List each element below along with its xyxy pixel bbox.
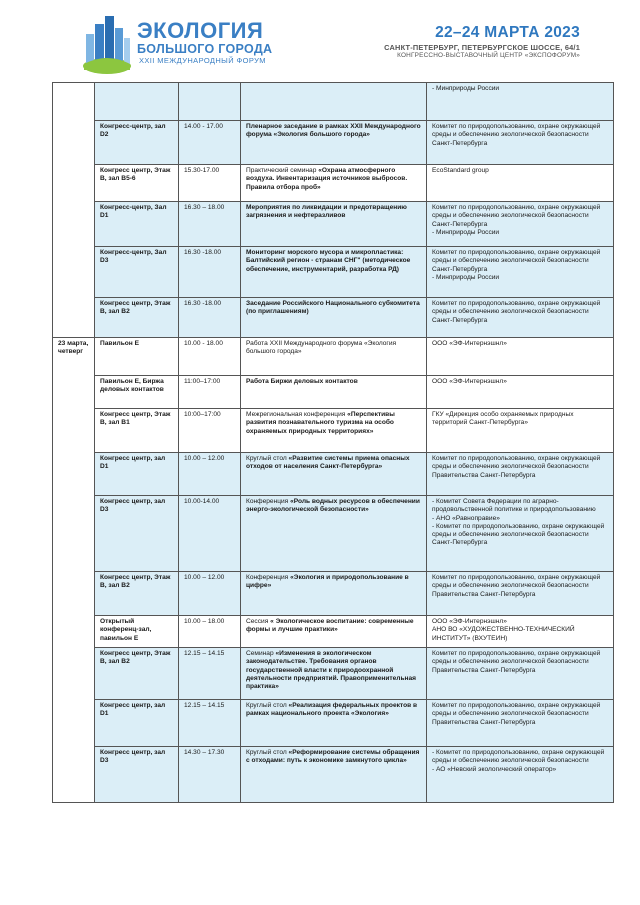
event-type: Круглый стол (246, 749, 289, 756)
organizer-cell: Комитет по природопользованию, охране окружающей среды и обеспечению экологической безопасности Санкт-Петербурга (427, 121, 614, 165)
table-row (53, 572, 614, 616)
time-cell: 16.30 -18.00 (179, 298, 241, 338)
table-row (53, 453, 614, 496)
event-title: «Реализация федеральных проектов в рамках национального проекта «Экология» (246, 702, 418, 718)
location-cell: Конгресс центр, Этаж B, зал B2 (95, 298, 179, 338)
event-type: Межрегиональная конференция (246, 411, 348, 418)
table-row (53, 165, 614, 202)
brand-forum: XXII МЕЖДУНАРОДНЫЙ ФОРУМ (139, 56, 266, 65)
event-cell (241, 202, 427, 247)
event-title: Пленарное заседание в рамках XXII Международного форума «Экология большого города» (246, 123, 421, 139)
location-cell: Конгресс-центр, зал D2 (95, 121, 179, 165)
location-cell: Конгресс центр, Этаж B, зал B2 (95, 572, 179, 616)
event-title: « Экологическое воспитание: современные формы и лучшие практики» (246, 618, 414, 634)
location-cell: Конгресс центр, Этаж B, зал B2 (95, 648, 179, 700)
organizer-cell: Комитет по природопользованию, охране окружающей среды и обеспечению экологической безопасности Санкт-Петербурга (427, 298, 614, 338)
table-row (53, 247, 614, 298)
brand-block (137, 20, 272, 66)
organizer-cell: ООО «ЭФ-Интернэшнл» (427, 338, 614, 376)
event-cell (241, 376, 427, 409)
organizer-cell: ООО «ЭФ-Интернэшнл» (427, 376, 614, 409)
event-type: Круглый стол (246, 702, 289, 709)
table-row (53, 409, 614, 453)
event-info (384, 24, 580, 60)
table-row (53, 648, 614, 700)
event-type: Конференция (246, 574, 291, 581)
location-cell: Павильон Е (95, 338, 179, 376)
location-cell: Открытый конференц-зал, павильон Е (95, 616, 179, 648)
table-row (53, 700, 614, 747)
location-cell: Конгресс-центр, Зал D3 (95, 247, 179, 298)
event-title: Заседание Российского Национального субкомитета (по приглашениям) (246, 300, 420, 316)
table-row (53, 202, 614, 247)
event-cell (241, 700, 427, 747)
table-row (53, 83, 614, 121)
table-row (53, 298, 614, 338)
event-cell (241, 298, 427, 338)
event-type: Работа XXII Международного форума «Экология большого города» (246, 340, 397, 356)
page-header (0, 0, 640, 80)
location-cell (95, 83, 179, 121)
time-cell: 14.00 - 17.00 (179, 121, 241, 165)
time-cell: 12.15 – 14.15 (179, 648, 241, 700)
time-cell: 10.00 – 12.00 (179, 453, 241, 496)
event-cell (241, 247, 427, 298)
event-cell (241, 453, 427, 496)
event-type: Сессия (246, 618, 271, 625)
organizer-cell: ООО «ЭФ-Интернэшнл» АНО ВО «ХУДОЖЕСТВЕННО-ТЕХНИЧЕСКИЙ ИНСТИТУТ» (ВХУТЕИН) (427, 616, 614, 648)
time-cell: 14.30 – 17.30 (179, 747, 241, 803)
event-type: Семинар (246, 650, 276, 657)
event-cell (241, 338, 427, 376)
table-row (53, 747, 614, 803)
time-cell: 11:00–17:00 (179, 376, 241, 409)
location-cell: Конгресс центр, Этаж B, зал B5-6 (95, 165, 179, 202)
table-row (53, 121, 614, 165)
organizer-cell: - Комитет по природопользованию, охране окружающей среды и обеспечению экологической безопасности - АО «Невский экологический оператор» (427, 747, 614, 803)
event-address: САНКТ-ПЕТЕРБУРГ, ПЕТЕРБУРГСКОЕ ШОССЕ, 64/1 (384, 43, 580, 52)
event-type: Круглый стол (246, 455, 289, 462)
time-cell: 15.30-17.00 (179, 165, 241, 202)
organizer-cell: Комитет по природопользованию, охране окружающей среды и обеспечению экологической безопасности Правительства Санкт-Петербурга (427, 572, 614, 616)
day-cell (53, 83, 95, 338)
event-cell (241, 409, 427, 453)
brand-subtitle: БОЛЬШОГО ГОРОДА (137, 42, 273, 56)
location-cell: Конгресс центр, зал D1 (95, 700, 179, 747)
time-cell: 16.30 – 18.00 (179, 202, 241, 247)
location-cell: Конгресс центр, зал D1 (95, 453, 179, 496)
table-row (53, 376, 614, 409)
location-cell: Конгресс центр, зал D3 (95, 496, 179, 572)
organizer-cell: Комитет по природопользованию, охране окружающей среды и обеспечению экологической безопасности Правительства Санкт-Петербурга (427, 700, 614, 747)
event-cell (241, 496, 427, 572)
event-cell (241, 747, 427, 803)
organizer-cell: - Комитет Совета Федерации по аграрно-продовольственной политике и природопользованию - АНО «Равноправие» - Комитет по природопользованию, охране окружающей среды и обеспечению экологической безопасности Санкт-Петербурга (427, 496, 614, 572)
event-title: Мониторинг морского мусора и микропластика: Балтийский регион - странам СНГ" (методическое обеспечение, инструментарий, разработка РД) (246, 249, 411, 273)
event-cell (241, 572, 427, 616)
event-title: Мероприятия по ликвидации и предотвращению загрязнения и нефтеразливов (246, 204, 407, 220)
schedule-table (52, 82, 614, 803)
event-type: Практический семинар (246, 167, 319, 174)
event-title: «Роль водных ресурсов в обеспечении энерго-экологической безопасности» (246, 498, 420, 514)
table-row (53, 616, 614, 648)
event-cell (241, 648, 427, 700)
time-cell: 12.15 – 14.15 (179, 700, 241, 747)
event-title: «Охрана атмосферного воздуха. Инвентаризация источников выбросов. Правила отбора проб» (246, 167, 408, 191)
organizer-cell: Комитет по природопользованию, охране окружающей среды и обеспечению экологической безопасности Санкт-Петербурга - Минприроды России (427, 202, 614, 247)
time-cell (179, 83, 241, 121)
event-cell (241, 616, 427, 648)
time-cell: 16.30 -18.00 (179, 247, 241, 298)
event-title: Работа Биржи деловых контактов (246, 378, 358, 385)
location-cell: Конгресс центр, зал D3 (95, 747, 179, 803)
event-type: Конференция (246, 498, 291, 505)
organizer-cell: Комитет по природопользованию, охране окружающей среды и обеспечению экологической безопасности Правительства Санкт-Петербурга (427, 648, 614, 700)
organizer-cell: Комитет по природопользованию, охране окружающей среды и обеспечению экологической безопасности Санкт-Петербурга - Минприроды России (427, 247, 614, 298)
table-row (53, 496, 614, 572)
city-logo-icon (82, 12, 132, 74)
event-cell (241, 165, 427, 202)
event-title: «Изменения в экологическом законодательстве. Требования органов государственной власти к природоохранной деятельности предприятий. Правоприменительная практика» (246, 650, 417, 691)
brand-title: ЭКОЛОГИЯ (137, 18, 264, 43)
organizer-cell: - Минприроды России (427, 83, 614, 121)
event-title: «Реформирование системы обращения с отходами: путь к экономике замкнутого цикла» (246, 749, 420, 765)
event-cell (241, 83, 427, 121)
event-dates: 22–24 МАРТА 2023 (435, 24, 580, 41)
event-title: «Развитие системы приема опасных отходов от населения Санкт-Петербурга» (246, 455, 410, 471)
event-venue: КОНГРЕССНО-ВЫСТАВОЧНЫЙ ЦЕНТР «ЭКСПОФОРУМ» (397, 52, 580, 59)
time-cell: 10.00 – 18.00 (179, 616, 241, 648)
event-title: «Перспективы развития познавательного туризма на особо охраняемых природных территориях» (246, 411, 395, 435)
location-cell: Конгресс-центр, Зал D1 (95, 202, 179, 247)
location-cell: Павильон Е, Биржа деловых контактов (95, 376, 179, 409)
time-cell: 10.00 – 12.00 (179, 572, 241, 616)
event-cell (241, 121, 427, 165)
organizer-cell: Комитет по природопользованию, охране окружающей среды и обеспечению экологической безопасности Правительства Санкт-Петербурга (427, 453, 614, 496)
event-title: «Экология и природопользование в цифре» (246, 574, 409, 590)
time-cell: 10.00 - 18.00 (179, 338, 241, 376)
time-cell: 10:00–17:00 (179, 409, 241, 453)
organizer-cell: ГКУ «Дирекция особо охраняемых природных территорий Санкт-Петербурга» (427, 409, 614, 453)
organizer-cell: EcoStandard group (427, 165, 614, 202)
day-cell: 23 марта, четверг (53, 338, 95, 803)
location-cell: Конгресс центр, Этаж B, зал B1 (95, 409, 179, 453)
time-cell: 10.00-14.00 (179, 496, 241, 572)
table-row (53, 338, 614, 376)
